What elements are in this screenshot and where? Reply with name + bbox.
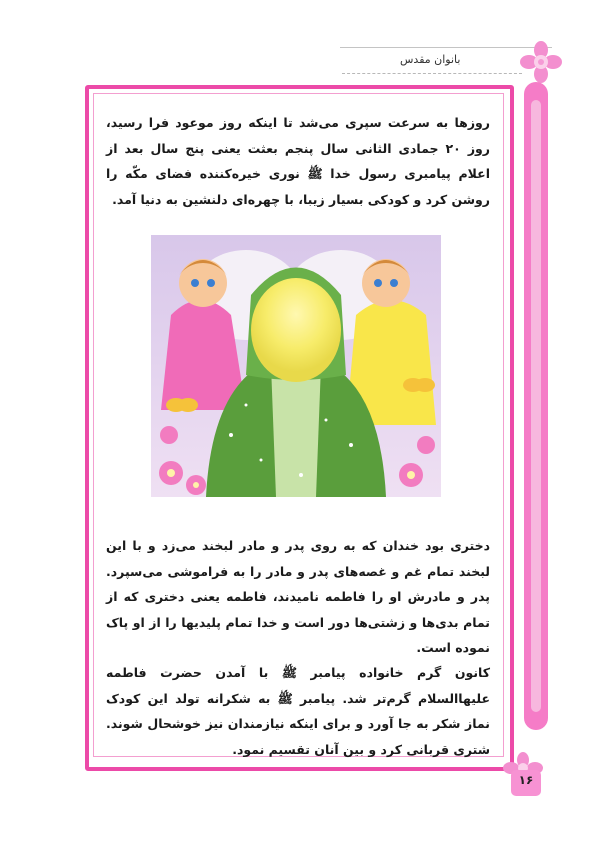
page-number: ۱۶ [518,773,534,787]
illustration-prophet-with-angels [151,235,441,497]
flower-icon [519,40,563,84]
running-header: بانوان مقدس [400,53,461,66]
paragraph-2: دختری بود خندان که به روی پدر و مادر لبخند می‌زد و با این لبخند تمام غم و غصه‌های پدر و مادر را به فراموشی می‌سپرد. پدر و مادرش او را فاطمه نامیدند، فاطمه یعنی دختری که از تمام بدی‌ها و زشتی‌ها دور است و خدا تمام پلیدیها را از او پاک نموده است. [106,538,490,655]
paragraph-1: روزها به سرعت سپری می‌شد تا اینکه روز موعود فرا رسید، روز ۲۰ جمادی الثانی سال پنجم بعثت یعنی پنج سال بعد از اعلام پیامبری رسول خدا ﷺ نوری خیره‌کننده فضای مکّه را روشن کرد و کودکی بسیار زیبا، با چهره‌ای دلنشین به دنیا آمد. [106,115,490,207]
header-dashed-rule [342,73,522,74]
paragraph-3: کانون گرم خانواده پیامبر ﷺ با آمدن حضرت فاطمه علیهاالسلام گرم‌تر شد. پیامبر ﷺ به شکرانه تولد این کودک نماز شکر به جا آورد و برای اینکه نیازمندان نیز خوشحال شوند. شتری قربانی کرد و بین آنان تقسیم نمود. [106,665,490,757]
decorative-side-bar-inner [531,100,541,712]
